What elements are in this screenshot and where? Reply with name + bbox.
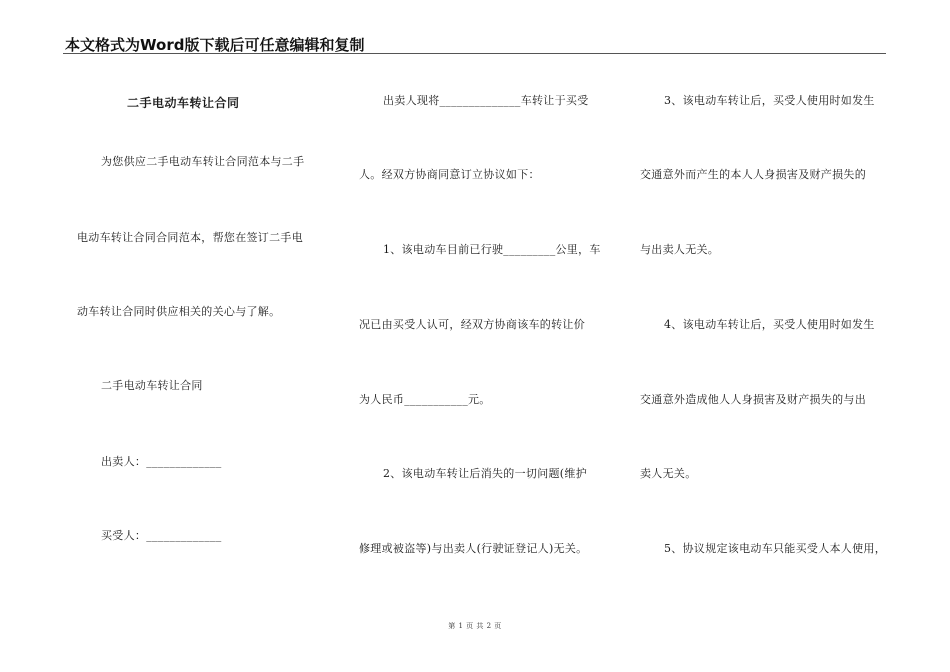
page-number: 第 1 页 共 2 页 <box>448 622 502 630</box>
clause-4-line-2: 交通意外造成他人人身损害及财产损失的与出 <box>640 393 866 406</box>
document-banner: 本文格式为Word版下载后可任意编辑和复制 <box>65 36 365 54</box>
middle-line-1: 出卖人现将______________车转让于买受 <box>383 94 589 107</box>
clause-4-line-1: 4、该电动车转让后，买受人使用时如发生 <box>664 318 875 331</box>
clause-1-line-2: 况已由买受人认可，经双方协商该车的转让价 <box>359 318 585 331</box>
clause-5-line-1: 5、协议规定该电动车只能买受人本人使用， <box>664 542 886 555</box>
clause-1-line-1: 1、该电动车目前已行驶_________公里，车 <box>383 243 601 256</box>
intro-line-1: 为您供应二手电动车转让合同范本与二手 <box>101 155 305 168</box>
buyer-field: 买受人：_____________ <box>101 529 222 542</box>
intro-line-2: 电动车转让合同合同范本，帮您在签订二手电 <box>77 231 303 244</box>
header-divider <box>63 53 886 54</box>
seller-field: 出卖人：_____________ <box>101 455 222 468</box>
clause-4-line-3: 卖人无关。 <box>640 467 697 480</box>
clause-3-line-2: 交通意外而产生的本人人身损害及财产损失的 <box>640 168 866 181</box>
clause-3-line-1: 3、该电动车转让后，买受人使用时如发生 <box>664 94 875 107</box>
clause-3-line-3: 与出卖人无关。 <box>640 243 720 256</box>
contract-title: 二手电动车转让合同 <box>127 96 240 110</box>
clause-2-line-1: 2、该电动车转让后消失的一切问题(维护 <box>383 467 587 480</box>
intro-line-3: 动车转让合同时供应相关的关心与了解。 <box>77 305 281 318</box>
middle-line-2: 人。经双方协商同意订立协议如下： <box>359 168 540 181</box>
clause-2-line-2: 修理或被盗等)与出卖人(行驶证登记人)无关。 <box>359 542 588 555</box>
contract-subtitle: 二手电动车转让合同 <box>101 379 203 392</box>
clause-1-line-3: 为人民币___________元。 <box>359 393 491 406</box>
